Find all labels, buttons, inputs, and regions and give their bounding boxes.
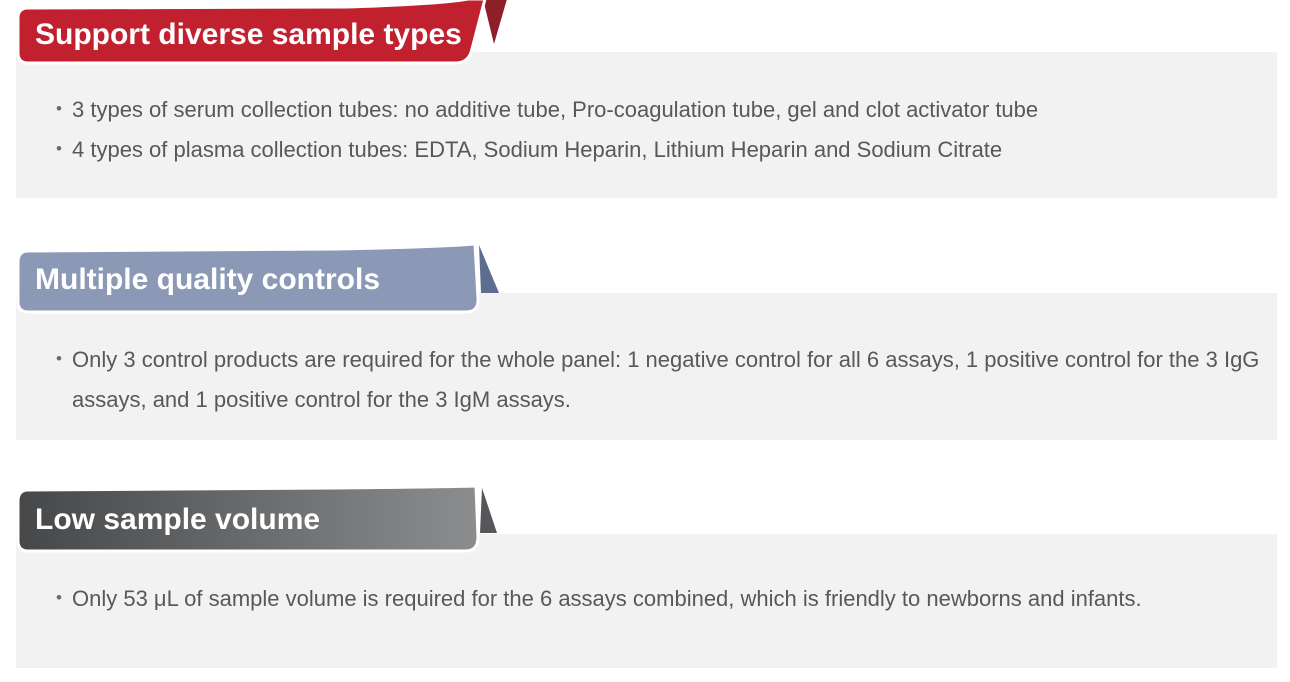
bullet-dot-icon: •	[56, 139, 62, 158]
section-title: Support diverse sample types	[35, 18, 462, 51]
content-box-quality-controls	[16, 293, 1277, 440]
section-title: Low sample volume	[35, 502, 321, 536]
bullet-dot-icon: •	[56, 99, 62, 118]
bullet-text: 3 types of serum collection tubes: no additive tube, Pro-coagulation tube, gel and clot activator tube	[72, 97, 1039, 122]
bullet-text: 4 types of plasma collection tubes: EDTA, Sodium Heparin, Lithium Heparin and Sodium Citrate	[72, 137, 1003, 162]
list-item	[56, 579, 1263, 619]
bullet-text: Only 53 μL of sample volume is required for the 6 assays combined, which is friendly to newborns and infants.	[72, 586, 1142, 611]
content-box-sample-types	[16, 52, 1277, 198]
bullet-text: Only 3 control products are required for the whole panel: 1 negative control for all 6 assays, 1 positive control for the 3 IgG assays, and 1 positive control for the 3 IgM assays.	[72, 347, 1260, 412]
ribbon-fold-icon	[483, 0, 507, 44]
bullet-dot-icon: •	[56, 349, 62, 368]
content-box-sample-volume	[16, 534, 1277, 668]
list-item	[56, 130, 1263, 170]
list-item	[56, 90, 1263, 130]
bullet-list	[16, 52, 1277, 170]
bullet-dot-icon: •	[56, 588, 62, 607]
section-title: Multiple quality controls	[35, 263, 381, 296]
list-item	[56, 340, 1263, 420]
